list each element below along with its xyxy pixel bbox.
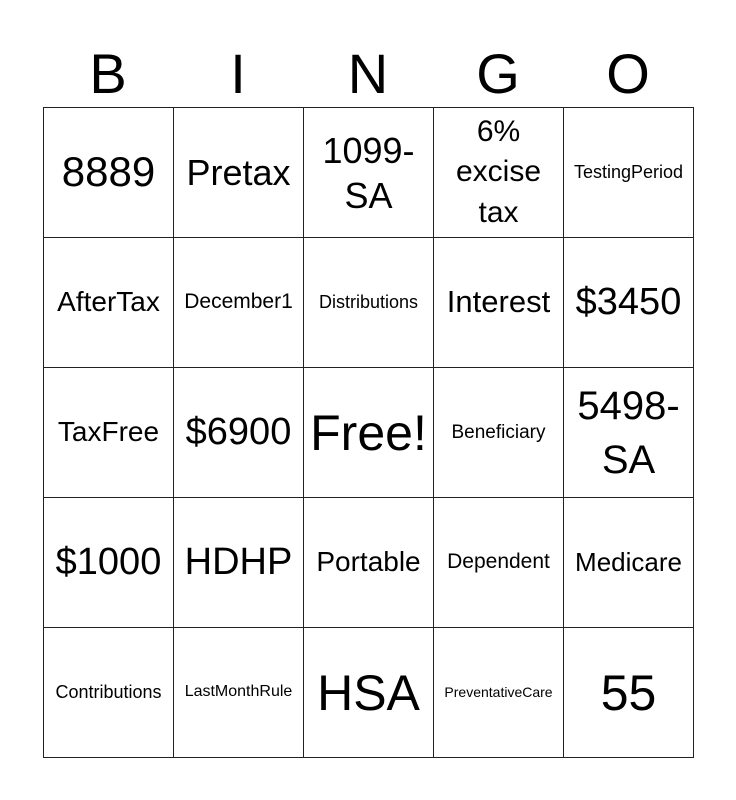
board-row: [44, 108, 694, 238]
cell-text: HSA: [317, 664, 420, 721]
cell-text: $1000: [55, 540, 162, 583]
cell-text: PreventativeCare: [444, 684, 553, 701]
board-row: [44, 628, 694, 758]
bingo-cell[interactable]: [44, 628, 174, 758]
cell-text: Pretax: [186, 151, 291, 193]
header-letter-g: G: [476, 42, 520, 105]
bingo-cell[interactable]: [434, 238, 564, 368]
cell-text: Free!: [310, 404, 427, 461]
cell-text: 55: [600, 664, 657, 721]
cell-text: TestingPeriod: [573, 162, 684, 183]
board-row: [44, 238, 694, 368]
bingo-cell[interactable]: [434, 628, 564, 758]
cell-text: $3450: [575, 280, 682, 323]
bingo-cell[interactable]: [174, 498, 304, 628]
board-row: [44, 368, 694, 498]
bingo-cell[interactable]: [44, 238, 174, 368]
bingo-cell[interactable]: [44, 498, 174, 628]
bingo-cell[interactable]: [434, 108, 564, 238]
cell-text: Portable: [316, 546, 421, 578]
board-row: [44, 498, 694, 628]
bingo-header: [43, 42, 693, 106]
cell-text: LastMonthRule: [184, 683, 293, 701]
cell-text: 8889: [61, 148, 156, 196]
bingo-cell[interactable]: [44, 108, 174, 238]
bingo-cell[interactable]: [434, 368, 564, 498]
cell-text: December1: [184, 290, 293, 314]
cell-text: 1099-SA: [322, 129, 415, 216]
bingo-cell[interactable]: [304, 108, 434, 238]
cell-text: TaxFree: [57, 416, 160, 448]
cell-text: HDHP: [184, 540, 293, 583]
header-letter-i: I: [230, 42, 246, 105]
bingo-cell[interactable]: [304, 498, 434, 628]
bingo-cell[interactable]: [304, 368, 434, 498]
cell-text: 5498-SA: [577, 383, 680, 482]
bingo-cell[interactable]: [564, 108, 694, 238]
bingo-cell[interactable]: [304, 628, 434, 758]
cell-text: Distributions: [318, 292, 419, 313]
bingo-cell[interactable]: [564, 368, 694, 498]
header-letter-n: N: [347, 42, 389, 105]
bingo-cell[interactable]: [174, 108, 304, 238]
cell-text: AfterTax: [57, 286, 160, 318]
cell-text: 6% excise tax: [455, 114, 542, 229]
cell-text: Dependent: [447, 550, 550, 574]
bingo-cell[interactable]: [174, 368, 304, 498]
header-letter-b: B: [89, 42, 127, 105]
cell-text: Beneficiary: [451, 421, 546, 443]
bingo-cell[interactable]: [564, 628, 694, 758]
bingo-cell[interactable]: [304, 238, 434, 368]
header-letter-o: O: [606, 42, 650, 105]
bingo-cell[interactable]: [564, 498, 694, 628]
cell-text: Medicare: [575, 546, 682, 577]
bingo-board: [43, 107, 694, 758]
cell-text: Contributions: [55, 682, 162, 703]
cell-text: Interest: [446, 284, 551, 320]
bingo-cell[interactable]: [434, 498, 564, 628]
bingo-cell[interactable]: [44, 368, 174, 498]
bingo-cell[interactable]: [174, 628, 304, 758]
cell-text: $6900: [185, 410, 292, 453]
bingo-cell[interactable]: [564, 238, 694, 368]
bingo-cell[interactable]: [174, 238, 304, 368]
